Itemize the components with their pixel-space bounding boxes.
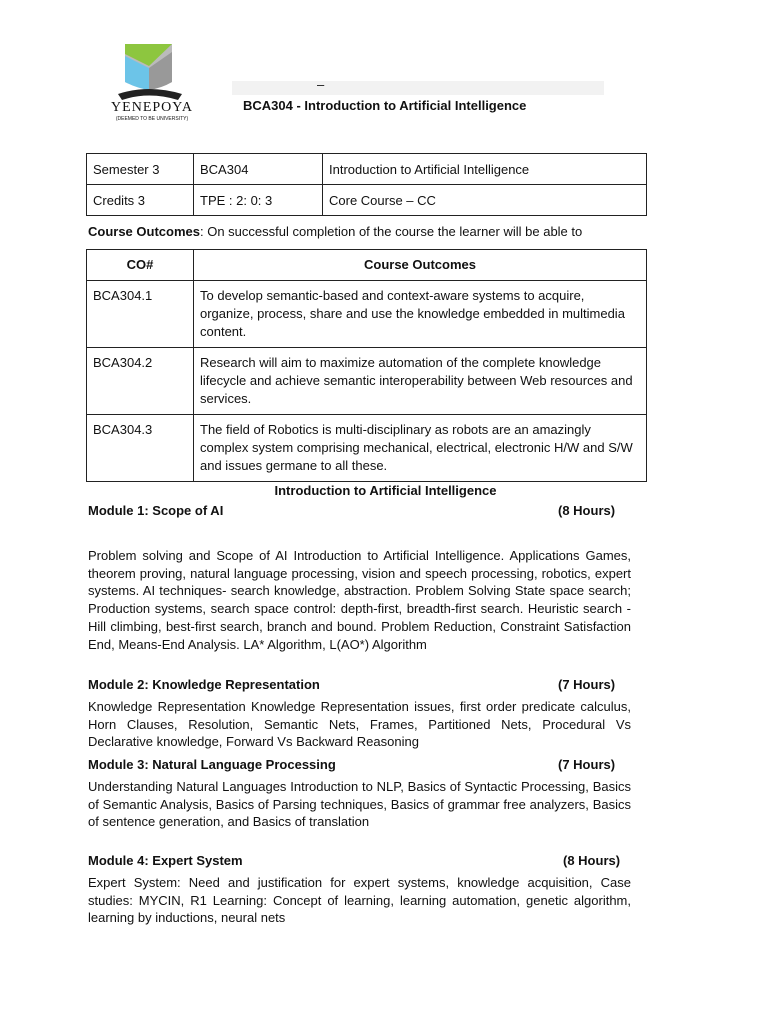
module-4-heading: [88, 853, 631, 868]
module-3-heading: [88, 757, 631, 772]
module-title: Module 4: Expert System: [88, 853, 243, 868]
module-title: Module 3: Natural Language Processing: [88, 757, 336, 772]
logo-name: YENEPOYA: [111, 100, 193, 115]
semester-cell: Semester 3: [87, 154, 194, 185]
header-co: CO#: [87, 250, 194, 281]
header-bar: [232, 77, 604, 95]
module-title: Module 1: Scope of AI: [88, 503, 224, 518]
yenepoya-logo: [112, 44, 192, 124]
outcomes-label: Course Outcomes: [88, 224, 200, 239]
module-4-text: Expert System: Need and justification for expert systems, knowledge acquisition, Case studies: MYCIN, R1 Learning: Concept of learning, learning automation, genetic algorithm, learning by inductions, neural nets: [88, 875, 631, 926]
co-text: The field of Robotics is multi-disciplinary as robots are an amazingly complex system comprising mechanical, electrical, electronic H/W and S/W and issues germane to all these.: [194, 415, 647, 482]
module-hours: (7 Hours): [558, 677, 616, 692]
table-row: [87, 415, 647, 482]
module-hours: (8 Hours): [563, 853, 621, 868]
module-hours: (8 Hours): [558, 503, 616, 518]
tpe-cell: TPE : 2: 0: 3: [194, 185, 323, 216]
header-dash: –: [317, 77, 325, 92]
module-hours: (7 Hours): [558, 757, 616, 772]
course-type-cell: Core Course – CC: [323, 185, 647, 216]
module-title: Module 2: Knowledge Representation: [88, 677, 320, 692]
co-id: BCA304.3: [87, 415, 194, 482]
table-row: [87, 281, 647, 348]
course-outcomes-table: [86, 249, 647, 482]
co-id: BCA304.1: [87, 281, 194, 348]
module-1-heading: [88, 503, 631, 518]
outcomes-intro-text: : On successful completion of the course the learner will be able to: [199, 224, 583, 239]
module-2-heading: [88, 677, 631, 692]
code-cell: BCA304: [194, 154, 323, 185]
table-row: [87, 154, 647, 185]
course-name-cell: Introduction to Artificial Intelligence: [323, 154, 647, 185]
outcomes-intro: [88, 224, 582, 239]
table-row: [87, 348, 647, 415]
document-title: BCA304 - Introduction to Artificial Intelligence: [243, 98, 527, 113]
table-header-row: [87, 250, 647, 281]
co-id: BCA304.2: [87, 348, 194, 415]
course-info-table: [86, 153, 647, 216]
table-row: [87, 185, 647, 216]
co-text: To develop semantic-based and context-aware systems to acquire, organize, process, share and use the knowledge embedded in multimedia content.: [194, 281, 647, 348]
credits-cell: Credits 3: [87, 185, 194, 216]
header-outcomes: Course Outcomes: [194, 250, 647, 281]
logo-tagline: (DEEMED TO BE UNIVERSITY): [115, 116, 189, 122]
module-2-text: Knowledge Representation Knowledge Representation issues, first order predicate calculus, Horn Clauses, Resolution, Semantic Nets, Frames, Partitioned Nets, Procedural Vs Declarative knowledge, Forward Vs Backward Reasoning: [88, 699, 631, 750]
syllabus-title: Introduction to Artificial Intelligence: [274, 483, 497, 498]
module-1-text: Problem solving and Scope of AI Introduction to Artificial Intelligence. Applications Games, theorem proving, natural language processing, vision and speech processing, robotics, expert systems. AI techniques- search knowledge, abstraction. Problem Solving State space search; Production systems, search space control: depth-first, breadth-first search. Heuristic search - Hill climbing, best-first search, branch and bound. Problem Reduction, Constraint Satisfaction End, Means-End Analysis. LA* Algorithm, L(AO*) Algorithm: [88, 548, 631, 652]
module-3-text: Understanding Natural Languages Introduction to NLP, Basics of Syntactic Processing, Basics of Semantic Analysis, Basics of Parsing techniques, Basics of grammar free analyzers, Basics of sentence generation, and Basics of translation: [88, 779, 631, 830]
co-text: Research will aim to maximize automation of the complete knowledge lifecycle and achieve semantic interoperability between Web resources and services.: [194, 348, 647, 415]
